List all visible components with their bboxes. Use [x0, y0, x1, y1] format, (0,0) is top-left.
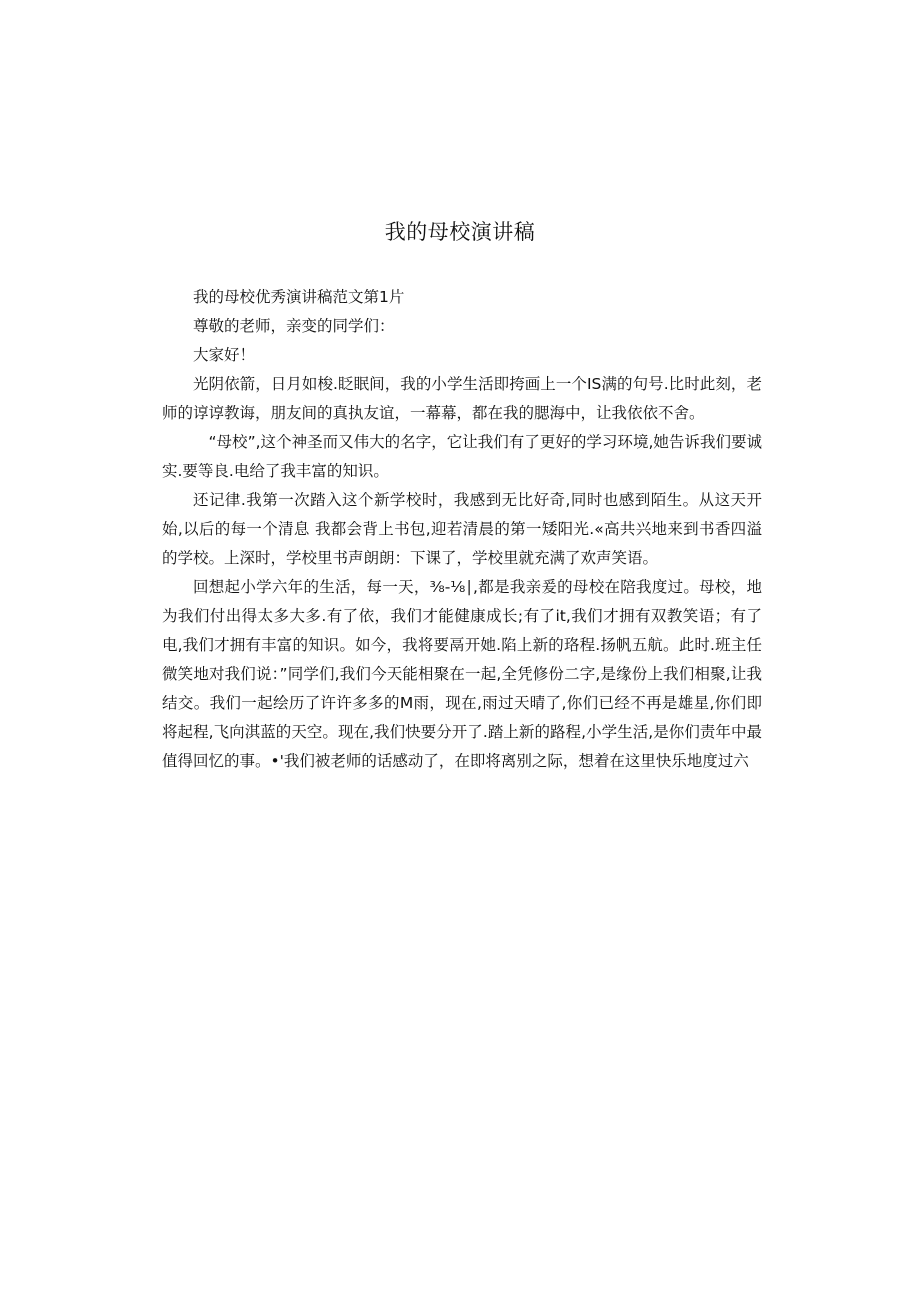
body-paragraph: “母校”,这个神圣而又伟大的名字，它让我们有了更好的学习环境,她告诉我们要诚实.要等良.电给了我丰富的知识。 — [162, 433, 762, 480]
subtitle-paragraph: 我的母校优秀演讲稿范文第1片 — [193, 288, 405, 306]
greeting-paragraph: 大家好！ — [193, 346, 256, 364]
document-body — [162, 283, 762, 776]
body-paragraph: 回想起小学六年的生活，每一天，⅜-⅛∣,都是我亲爰的母校在陪我度过。母校，地为我们付出得太多大多.有了依，我们才能健康成长;有了it,我们才拥有双教笑语；有了电,我们才拥有丰富的知识。如今，我将要鬲开她.陷上新的珞程.扬帆五航。此时.班主任微笑地对我们说：”同学们,我们今天能相聚在一起,全凭修份二字,是缘份上我们相聚,让我结交。我们一起绘历了许许多多的M雨，现在,雨过天晴了,你们已经不再是雄星,你们即将起程,飞向淇蓝的天空。现在,我们快要分开了.踏上新的路程,小学生活,是你们责年中最值得回忆的事。•'我们被老师的话感动了，在即将离别之际，想着在这里快乐地度过六 — [162, 578, 762, 770]
body-paragraph: 还记律.我第一次踏入这个新学校时，我感到无比好奇,同时也感到陌生。从这天开始,以后的每一个清息 我都会背上书包,迎若清晨的第一矮阳光.«高共兴地来到书香四溢的学校。上深时，学校里书声朗朗：下课了，学校里就充满了欢声笑语。 — [162, 491, 762, 567]
body-paragraph: 光阴依箭，日月如梭.眨眠间，我的小学生活即挎画上一个IS满的句号.比时此刻，老师的谆谆教诲，朋友间的真执友谊，一幕幕，都在我的腮海中，让我依依不舍。 — [162, 375, 762, 422]
document-title: 我的母校演讲稿 — [384, 220, 536, 244]
salutation-paragraph: 尊敬的老师，亲变的同学们： — [193, 317, 395, 335]
